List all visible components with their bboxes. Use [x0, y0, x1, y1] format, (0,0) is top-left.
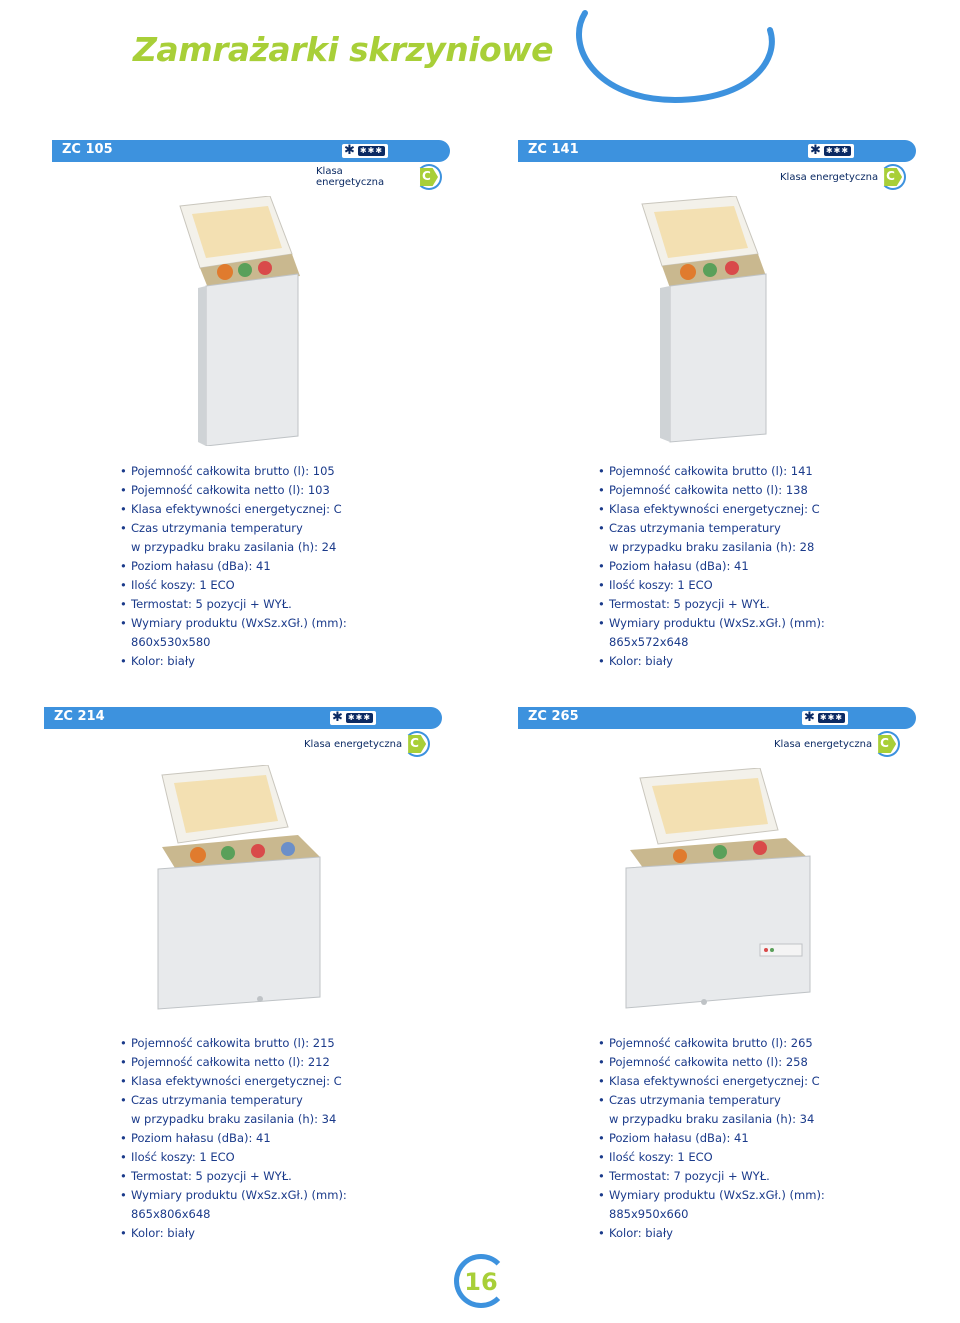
model-name: ZC 105: [62, 142, 113, 157]
energy-class: [774, 733, 908, 755]
spec-item: w przypadku braku zasilania (h): 34: [609, 1112, 815, 1126]
model-name: ZC 141: [528, 142, 579, 157]
spec-item: • Pojemność całkowita netto (l): 258: [598, 1053, 825, 1072]
spec-item: w przypadku braku zasilania (h): 34: [131, 1112, 337, 1126]
model-name: ZC 214: [54, 709, 105, 724]
energy-class-badge-icon: C: [874, 733, 908, 755]
energy-class-badge-icon: C: [416, 166, 450, 188]
spec-item: • Pojemność całkowita brutto (l): 105: [120, 462, 347, 481]
energy-class: [316, 166, 450, 188]
spec-item: • Klasa efektywności energetycznej: C: [120, 500, 347, 519]
spec-item: • Wymiary produktu (WxSz.xGł.) (mm):: [598, 614, 825, 633]
model-bar: [518, 140, 916, 162]
spec-item: 865x572x648: [609, 635, 689, 649]
spec-item: • Poziom hałasu (dBa): 41: [598, 557, 825, 576]
spec-item: • Pojemność całkowita brutto (l): 265: [598, 1034, 825, 1053]
spec-item: • Czas utrzymania temperatury: [598, 1091, 825, 1110]
spec-item: 860x530x580: [131, 635, 211, 649]
spec-item: • Pojemność całkowita netto (l): 138: [598, 481, 825, 500]
energy-class-label: Klasa energetyczna: [316, 166, 385, 188]
energy-class-label: Klasa energetyczna: [780, 171, 879, 183]
freezer-photo: [170, 196, 310, 446]
spec-item: • Kolor: biały: [120, 652, 347, 671]
spec-item: • Ilość koszy: 1 ECO: [120, 576, 347, 595]
spec-item: • Klasa efektywności energetycznej: C: [598, 500, 825, 519]
spec-list: [120, 1034, 347, 1243]
star-rating-icon: ✱ ✱✱✱: [808, 144, 854, 158]
freezer-photo: [620, 768, 820, 1018]
spec-item: • Klasa efektywności energetycznej: C: [120, 1072, 347, 1091]
energy-class-label: Klasa energetyczna: [304, 738, 403, 750]
energy-class: [780, 166, 914, 188]
spec-item: • Czas utrzymania temperatury: [120, 519, 347, 538]
spec-item: • Termostat: 5 pozycji + WYŁ.: [120, 595, 347, 614]
star-rating-icon: ✱ ✱✱✱: [342, 144, 388, 158]
spec-item: • Ilość koszy: 1 ECO: [120, 1148, 347, 1167]
energy-class-badge-icon: C: [404, 733, 438, 755]
spec-item: • Poziom hałasu (dBa): 41: [120, 557, 347, 576]
spec-item: 885x950x660: [609, 1207, 689, 1221]
spec-item: • Wymiary produktu (WxSz.xGł.) (mm):: [120, 614, 347, 633]
star-rating-icon: ✱ ✱✱✱: [802, 711, 848, 725]
spec-item: • Termostat: 5 pozycji + WYŁ.: [120, 1167, 347, 1186]
page-title: Zamrażarki skrzyniowe: [133, 30, 554, 69]
spec-item: • Wymiary produktu (WxSz.xGł.) (mm):: [120, 1186, 347, 1205]
spec-item: w przypadku braku zasilania (h): 28: [609, 540, 815, 554]
spec-list: [120, 462, 347, 671]
spec-item: • Pojemność całkowita brutto (l): 141: [598, 462, 825, 481]
spec-item: • Kolor: biały: [120, 1224, 347, 1243]
spec-item: • Poziom hałasu (dBa): 41: [598, 1129, 825, 1148]
spec-item: • Kolor: biały: [598, 1224, 825, 1243]
energy-class-badge-icon: C: [880, 166, 914, 188]
freezer-photo: [630, 196, 780, 446]
spec-item: • Czas utrzymania temperatury: [598, 519, 825, 538]
spec-item: • Pojemność całkowita netto (l): 103: [120, 481, 347, 500]
spec-item: w przypadku braku zasilania (h): 24: [131, 540, 337, 554]
spec-item: • Termostat: 7 pozycji + WYŁ.: [598, 1167, 825, 1186]
page-number: 16: [464, 1268, 498, 1296]
spec-item: • Ilość koszy: 1 ECO: [598, 576, 825, 595]
model-bar: [52, 140, 450, 162]
spec-item: • Pojemność całkowita brutto (l): 215: [120, 1034, 347, 1053]
spec-list: [598, 462, 825, 671]
star-rating-icon: ✱ ✱✱✱: [330, 711, 376, 725]
freezer-photo: [148, 765, 328, 1015]
title-swoosh-decoration: [565, 5, 785, 105]
spec-item: • Wymiary produktu (WxSz.xGł.) (mm):: [598, 1186, 825, 1205]
spec-item: • Ilość koszy: 1 ECO: [598, 1148, 825, 1167]
spec-item: • Klasa efektywności energetycznej: C: [598, 1072, 825, 1091]
spec-item: • Kolor: biały: [598, 652, 825, 671]
spec-item: • Pojemność całkowita netto (l): 212: [120, 1053, 347, 1072]
spec-item: • Poziom hałasu (dBa): 41: [120, 1129, 347, 1148]
model-name: ZC 265: [528, 709, 579, 724]
energy-class-label: Klasa energetyczna: [774, 738, 873, 750]
energy-class: [304, 733, 438, 755]
spec-item: • Termostat: 5 pozycji + WYŁ.: [598, 595, 825, 614]
spec-item: • Czas utrzymania temperatury: [120, 1091, 347, 1110]
model-bar: [44, 707, 442, 729]
model-bar: [518, 707, 916, 729]
spec-item: 865x806x648: [131, 1207, 211, 1221]
spec-list: [598, 1034, 825, 1243]
